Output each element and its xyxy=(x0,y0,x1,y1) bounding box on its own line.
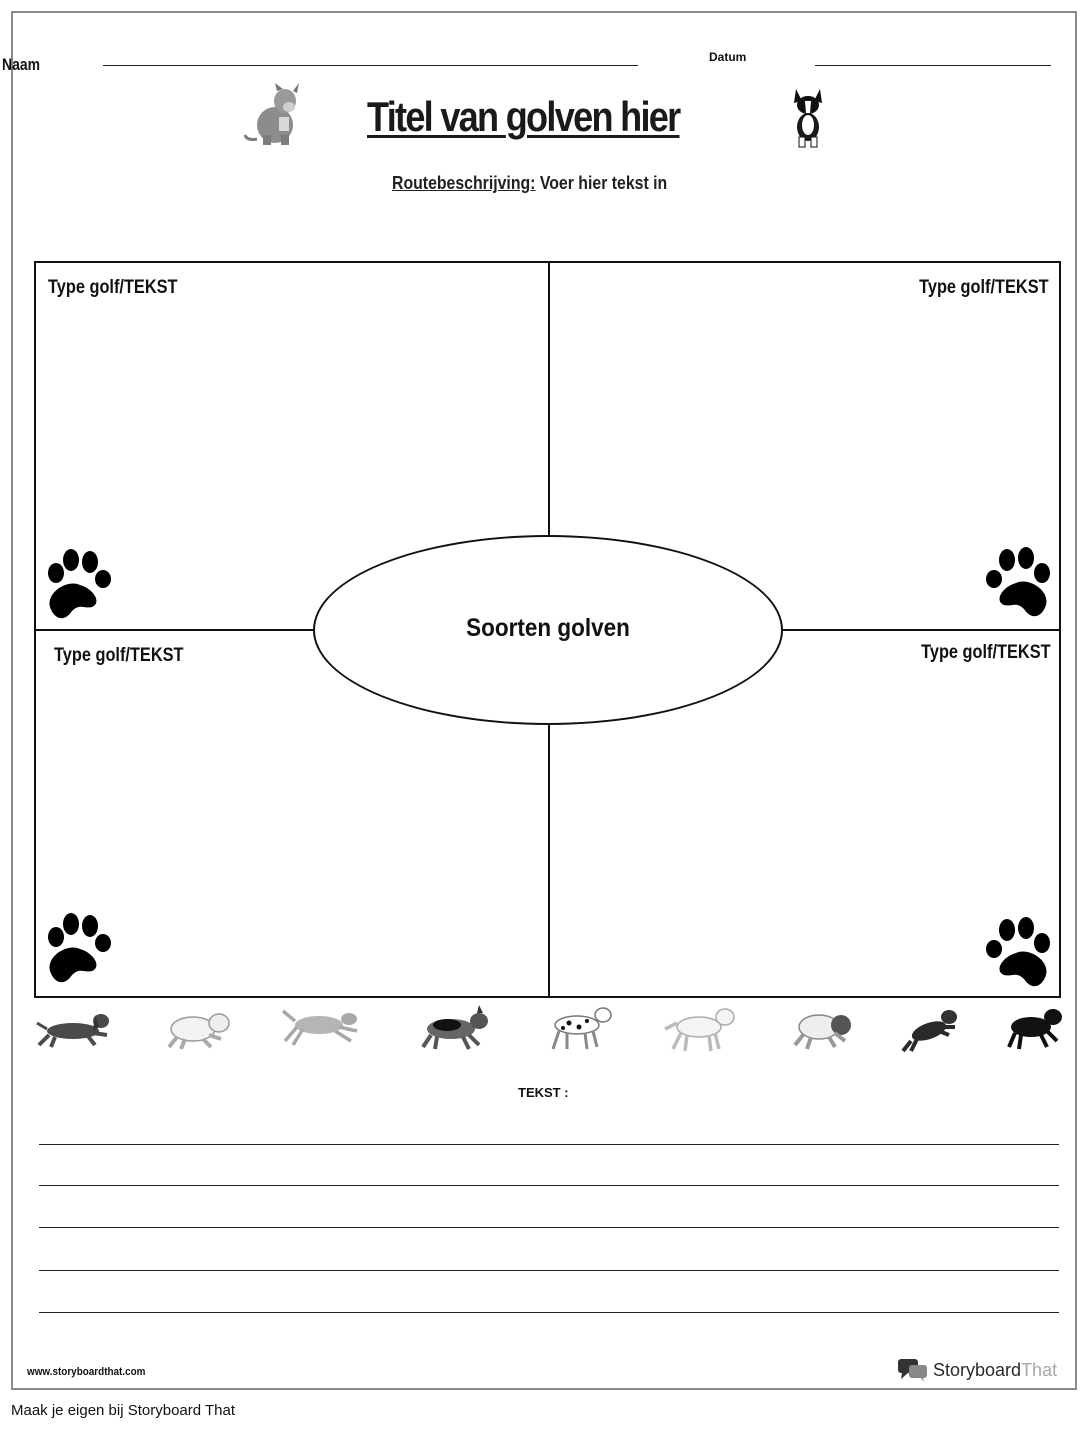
dalmatian-icon xyxy=(541,1001,621,1057)
paw-print-icon xyxy=(40,547,114,627)
writing-line[interactable] xyxy=(39,1227,1059,1228)
center-oval[interactable] xyxy=(313,535,783,725)
rottweiler-icon xyxy=(1001,1001,1081,1057)
title-part-1: Titel van xyxy=(367,93,506,140)
writing-line[interactable] xyxy=(39,1144,1059,1145)
greyhound-icon xyxy=(281,1001,361,1057)
quadrant-top-left-label[interactable]: Type golf/TEKST xyxy=(48,277,178,298)
sitting-dog-icon xyxy=(241,79,311,147)
paw-print-icon xyxy=(982,915,1056,995)
quadrant-bottom-right-label[interactable]: Type golf/TEKST xyxy=(921,642,1051,663)
writing-line[interactable] xyxy=(39,1185,1059,1186)
title-part-2: golven hier xyxy=(505,93,680,140)
pug-icon xyxy=(787,1001,867,1057)
directions-text: Voer hier tekst in xyxy=(535,173,668,193)
writing-label: TEKST : xyxy=(518,1085,569,1100)
date-label: Datum xyxy=(709,50,747,64)
dachshund-icon xyxy=(35,1001,115,1057)
paw-print-icon xyxy=(982,545,1056,625)
name-field-line[interactable] xyxy=(103,65,638,66)
quadrant-top-right-label[interactable]: Type golf/TEKST xyxy=(919,277,1049,298)
running-dogs-row xyxy=(35,1001,1065,1061)
worksheet-title[interactable] xyxy=(367,93,679,141)
date-field-line[interactable] xyxy=(815,65,1051,66)
retriever-icon xyxy=(663,1001,743,1057)
writing-line[interactable] xyxy=(39,1270,1059,1271)
german-shepherd-icon xyxy=(415,1001,495,1057)
footer-tagline[interactable]: Maak je eigen bij Storyboard That xyxy=(11,1402,236,1419)
corgi-icon xyxy=(790,85,826,149)
paw-print-icon xyxy=(40,911,114,991)
directions[interactable] xyxy=(392,173,667,194)
worksheet xyxy=(2,11,1077,1390)
center-label: Soorten golven xyxy=(466,613,630,642)
brand-storyboard: Storyboard xyxy=(933,1359,1022,1380)
schnauzer-icon xyxy=(897,1001,977,1057)
quadrant-bottom-left-label[interactable]: Type golf/TEKST xyxy=(54,645,184,666)
speech-bubble-icon xyxy=(897,1357,929,1383)
writing-line[interactable] xyxy=(39,1312,1059,1313)
directions-label: Routebeschrijving: xyxy=(392,173,536,193)
brand-that: That xyxy=(1021,1359,1058,1380)
bulldog-icon xyxy=(159,1001,239,1057)
storyboardthat-logo[interactable] xyxy=(897,1355,1057,1385)
name-label: Naam xyxy=(2,55,40,74)
graphic-organizer xyxy=(34,261,1061,998)
website-url[interactable]: www.storyboardthat.com xyxy=(27,1366,146,1378)
